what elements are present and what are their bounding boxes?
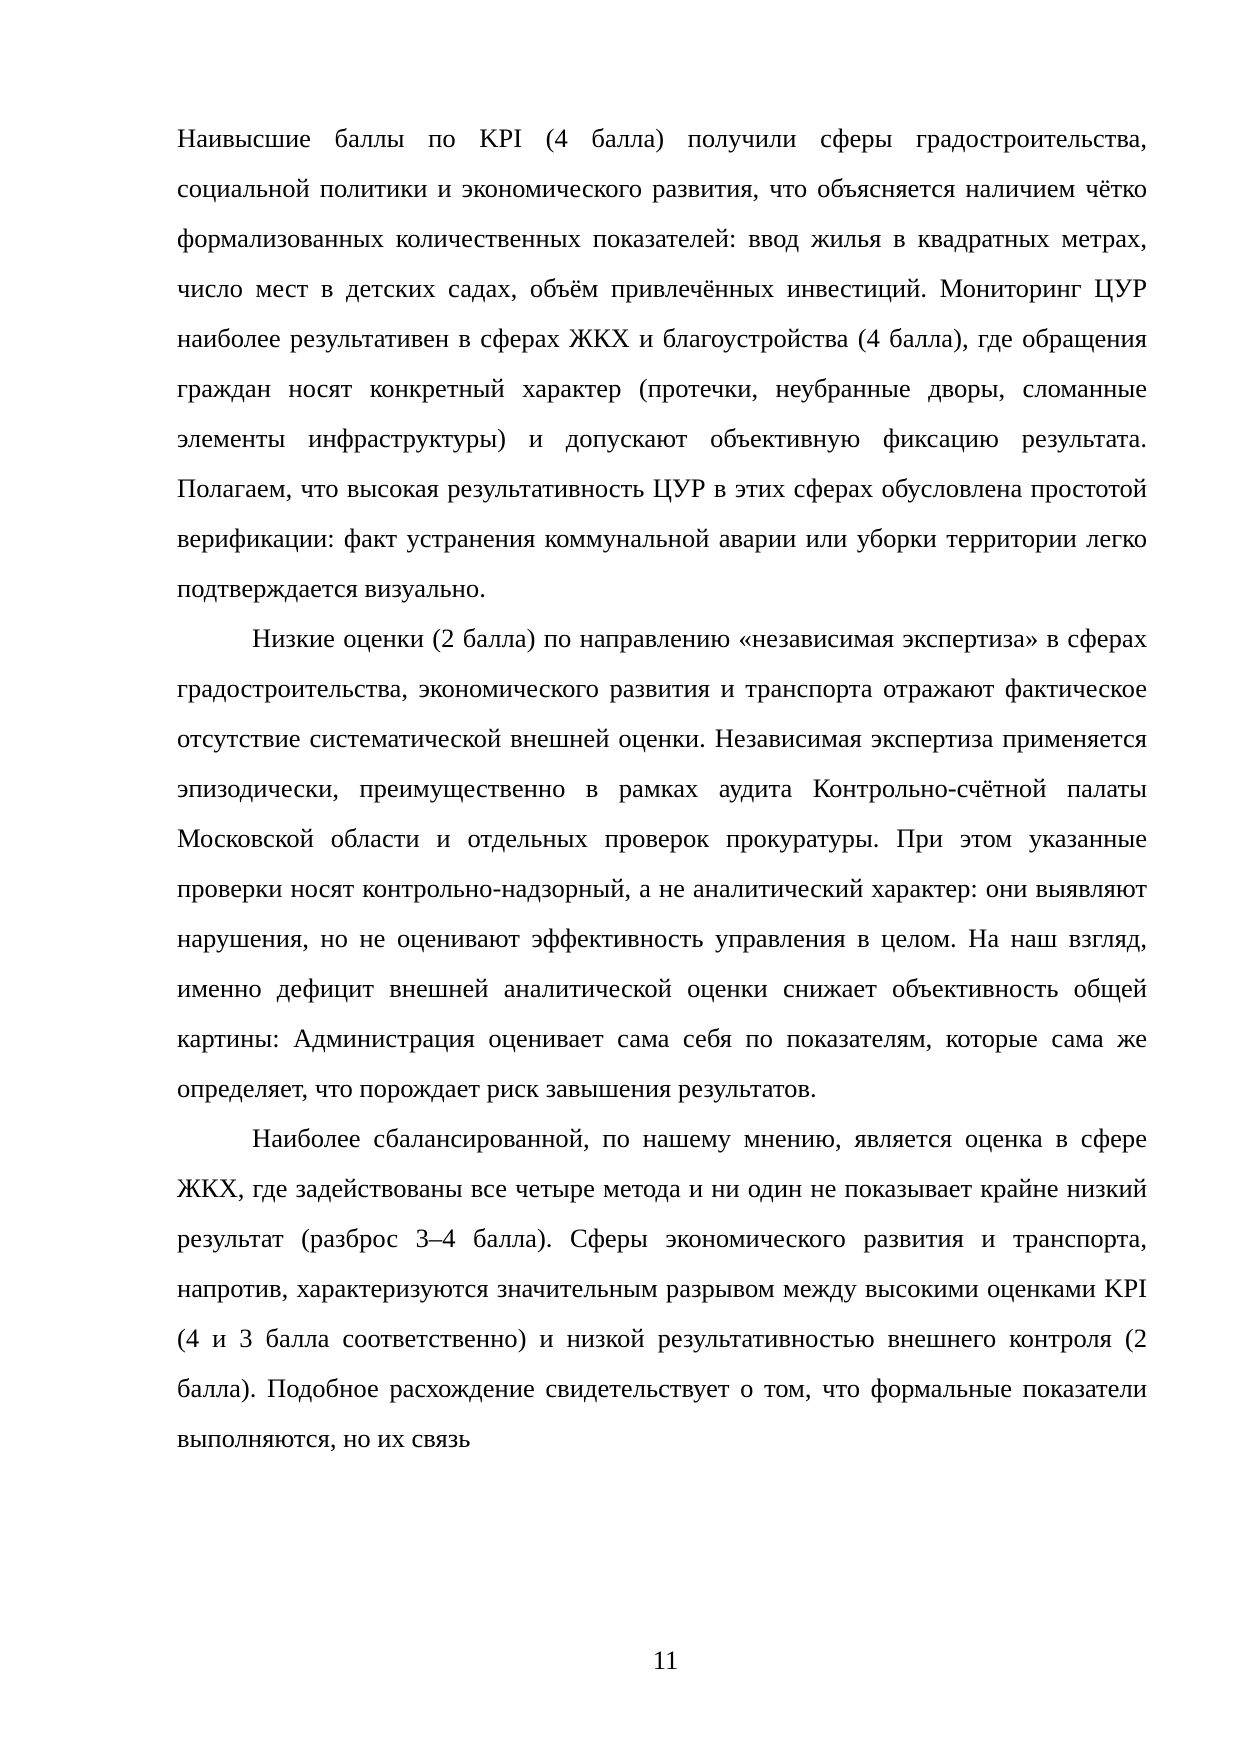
page-number: 11 bbox=[652, 1645, 679, 1675]
paragraph-2: Низкие оценки (2 балла) по направлению «независимая экспертиза» в сферах градостроительства, экономического развития и транспорта отражают фактическое отсутствие систематической внешней оценки. Независимая экспертиза применяется эпизодически, преимущественно в рамках аудита Контрольно-счётной палаты Московской области и отдельных проверок прокуратуры. При этом указанные проверки носят контрольно-надзорный, а не аналитический характер: они выявляют нарушения, но не оценивают эффективность управления в целом. На наш взгляд, именно дефицит внешней аналитической оценки снижает объективность общей картины: Администрация оценивает сама себя по показателям, которые сама же определяет, что порождает риск завышения результатов. bbox=[177, 623, 1147, 1103]
page-body bbox=[177, 113, 1147, 1463]
paragraph-1: Наивысшие баллы по KPI (4 балла) получили сферы градостроительства, социальной политики и экономического развития, что объясняется наличием чётко формализованных количественных показателей: ввод жилья в квадратных метрах, число мест в детских садах, объём привлечённых инвестиций. Мониторинг ЦУР наиболее результативен в сферах ЖКХ и благоустройства (4 балла), где обращения граждан носят конкретный характер (протечки, неубранные дворы, сломанные элементы инфраструктуры) и допускают объективную фиксацию результата. Полагаем, что высокая результативность ЦУР в этих сферах обусловлена простотой верификации: факт устранения коммунальной аварии или уборки территории легко подтверждается визуально. bbox=[177, 123, 1147, 603]
paragraph-3: Наиболее сбалансированной, по нашему мнению, является оценка в сфере ЖКХ, где задействованы все четыре метода и ни один не показывает крайне низкий результат (разброс 3–4 балла). Сферы экономического развития и транспорта, напротив, характеризуются значительным разрывом между высокими оценками KPI (4 и 3 балла соответственно) и низкой результативностью внешнего контроля (2 балла). Подобное расхождение свидетельствует о том, что формальные показатели выполняются, но их связь bbox=[177, 1123, 1147, 1453]
